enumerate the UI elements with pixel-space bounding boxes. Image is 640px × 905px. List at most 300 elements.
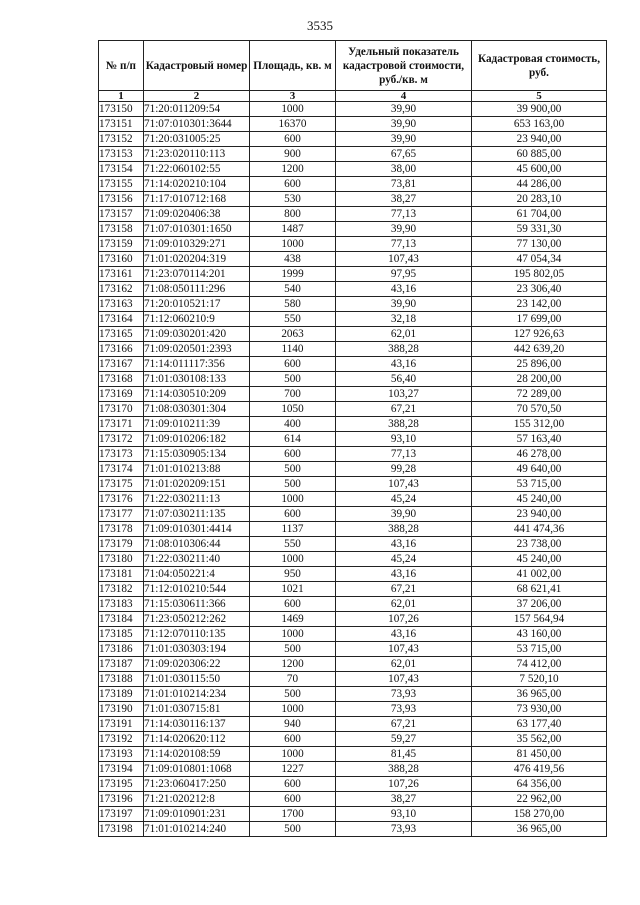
unit-value-cell: 67,65	[336, 147, 472, 162]
row-number-cell: 173182	[99, 582, 144, 597]
cadastral-value-cell: 441 474,36	[472, 522, 607, 537]
cadastral-value-cell: 43 160,00	[472, 627, 607, 642]
cadastral-number-cell: 71:17:010712:168	[144, 192, 250, 207]
unit-value-cell: 388,28	[336, 342, 472, 357]
cadastral-value-cell: 23 940,00	[472, 507, 607, 522]
unit-value-cell: 56,40	[336, 372, 472, 387]
column-number-row	[99, 91, 607, 102]
column-number: 3	[250, 91, 336, 102]
area-cell: 1021	[250, 582, 336, 597]
cadastral-number-cell: 71:22:030211:40	[144, 552, 250, 567]
unit-value-cell: 97,95	[336, 267, 472, 282]
area-cell: 1000	[250, 492, 336, 507]
cadastral-value-cell: 53 715,00	[472, 642, 607, 657]
area-cell: 1469	[250, 612, 336, 627]
row-number-cell: 173154	[99, 162, 144, 177]
cadastral-number-cell: 71:14:030510:209	[144, 387, 250, 402]
cadastral-value-cell: 23 142,00	[472, 297, 607, 312]
unit-value-cell: 67,21	[336, 402, 472, 417]
table-row	[99, 702, 607, 717]
area-cell: 600	[250, 132, 336, 147]
area-cell: 70	[250, 672, 336, 687]
unit-value-cell: 107,43	[336, 672, 472, 687]
unit-value-cell: 43,16	[336, 627, 472, 642]
cadastral-value-cell: 57 163,40	[472, 432, 607, 447]
area-cell: 1000	[250, 627, 336, 642]
table-row	[99, 297, 607, 312]
area-cell: 550	[250, 312, 336, 327]
table-row	[99, 477, 607, 492]
column-number: 4	[336, 91, 472, 102]
area-cell: 600	[250, 447, 336, 462]
cadastral-number-cell: 71:22:060102:55	[144, 162, 250, 177]
unit-value-cell: 39,90	[336, 507, 472, 522]
cadastral-value-cell: 73 930,00	[472, 702, 607, 717]
unit-value-cell: 73,93	[336, 822, 472, 837]
area-cell: 530	[250, 192, 336, 207]
area-cell: 940	[250, 717, 336, 732]
row-number-cell: 173156	[99, 192, 144, 207]
cadastral-number-cell: 71:08:030301:304	[144, 402, 250, 417]
unit-value-cell: 77,13	[336, 207, 472, 222]
table-row	[99, 132, 607, 147]
row-number-cell: 173184	[99, 612, 144, 627]
cadastral-number-cell: 71:20:010521:17	[144, 297, 250, 312]
cadastral-value-cell: 127 926,63	[472, 327, 607, 342]
area-cell: 1700	[250, 807, 336, 822]
table-row	[99, 222, 607, 237]
area-cell: 600	[250, 732, 336, 747]
header-cadastral-number: Кадастровый номер	[144, 41, 250, 91]
cadastral-number-cell: 71:09:030201:420	[144, 327, 250, 342]
unit-value-cell: 59,27	[336, 732, 472, 747]
table-row	[99, 642, 607, 657]
cadastral-value-cell: 74 412,00	[472, 657, 607, 672]
unit-value-cell: 388,28	[336, 417, 472, 432]
row-number-cell: 173197	[99, 807, 144, 822]
cadastral-value-cell: 25 896,00	[472, 357, 607, 372]
cadastral-number-cell: 71:09:020306:22	[144, 657, 250, 672]
row-number-cell: 173187	[99, 657, 144, 672]
cadastral-value-cell: 7 520,10	[472, 672, 607, 687]
row-number-cell: 173166	[99, 342, 144, 357]
unit-value-cell: 67,21	[336, 582, 472, 597]
cadastral-number-cell: 71:09:010211:39	[144, 417, 250, 432]
cadastral-value-cell: 63 177,40	[472, 717, 607, 732]
header-unit-value: Удельный показатель кадастровой стоимости, руб./кв. м	[336, 41, 472, 91]
table-row	[99, 117, 607, 132]
area-cell: 1050	[250, 402, 336, 417]
unit-value-cell: 107,43	[336, 642, 472, 657]
row-number-cell: 173159	[99, 237, 144, 252]
area-cell: 1000	[250, 237, 336, 252]
cadastral-number-cell: 71:15:030611:366	[144, 597, 250, 612]
area-cell: 1487	[250, 222, 336, 237]
cadastral-value-cell: 59 331,30	[472, 222, 607, 237]
cadastral-number-cell: 71:23:050212:262	[144, 612, 250, 627]
cadastral-number-cell: 71:01:020209:151	[144, 477, 250, 492]
unit-value-cell: 107,26	[336, 612, 472, 627]
table-row	[99, 252, 607, 267]
cadastral-value-cell: 17 699,00	[472, 312, 607, 327]
cadastral-value-cell: 81 450,00	[472, 747, 607, 762]
unit-value-cell: 67,21	[336, 717, 472, 732]
unit-value-cell: 73,93	[336, 702, 472, 717]
area-cell: 500	[250, 642, 336, 657]
table-row	[99, 777, 607, 792]
unit-value-cell: 107,43	[336, 252, 472, 267]
page-number: 3535	[307, 18, 333, 33]
cadastral-value-cell: 23 738,00	[472, 537, 607, 552]
unit-value-cell: 39,90	[336, 222, 472, 237]
area-cell: 580	[250, 297, 336, 312]
cadastral-value-cell: 158 270,00	[472, 807, 607, 822]
table-row	[99, 342, 607, 357]
cadastral-number-cell: 71:09:010801:1068	[144, 762, 250, 777]
row-number-cell: 173173	[99, 447, 144, 462]
cadastral-number-cell: 71:09:010301:4414	[144, 522, 250, 537]
table-row	[99, 312, 607, 327]
cadastral-number-cell: 71:01:030715:81	[144, 702, 250, 717]
table-row	[99, 207, 607, 222]
row-number-cell: 173185	[99, 627, 144, 642]
table-row	[99, 447, 607, 462]
cadastral-value-cell: 23 940,00	[472, 132, 607, 147]
cadastral-value-cell: 442 639,20	[472, 342, 607, 357]
unit-value-cell: 39,90	[336, 132, 472, 147]
cadastral-value-cell: 68 621,41	[472, 582, 607, 597]
unit-value-cell: 77,13	[336, 447, 472, 462]
area-cell: 438	[250, 252, 336, 267]
cadastral-value-cell: 53 715,00	[472, 477, 607, 492]
cadastral-number-cell: 71:01:030303:194	[144, 642, 250, 657]
row-number-cell: 173181	[99, 567, 144, 582]
row-number-cell: 173194	[99, 762, 144, 777]
cadastral-value-cell: 36 965,00	[472, 687, 607, 702]
cadastral-number-cell: 71:15:030905:134	[144, 447, 250, 462]
row-number-cell: 173189	[99, 687, 144, 702]
cadastral-number-cell: 71:09:010901:231	[144, 807, 250, 822]
row-number-cell: 173172	[99, 432, 144, 447]
header-row-number: № п/п	[99, 41, 144, 91]
unit-value-cell: 73,81	[336, 177, 472, 192]
row-number-cell: 173188	[99, 672, 144, 687]
cadastral-number-cell: 71:14:011117:356	[144, 357, 250, 372]
cadastral-value-cell: 46 278,00	[472, 447, 607, 462]
row-number-cell: 173174	[99, 462, 144, 477]
row-number-cell: 173175	[99, 477, 144, 492]
table-row	[99, 567, 607, 582]
row-number-cell: 173193	[99, 747, 144, 762]
table-row	[99, 582, 607, 597]
unit-value-cell: 43,16	[336, 567, 472, 582]
area-cell: 500	[250, 687, 336, 702]
cadastral-value-cell: 45 600,00	[472, 162, 607, 177]
area-cell: 600	[250, 507, 336, 522]
cadastral-value-cell: 72 289,00	[472, 387, 607, 402]
unit-value-cell: 81,45	[336, 747, 472, 762]
row-number-cell: 173167	[99, 357, 144, 372]
cadastral-number-cell: 71:09:010329:271	[144, 237, 250, 252]
unit-value-cell: 93,10	[336, 807, 472, 822]
area-cell: 1227	[250, 762, 336, 777]
unit-value-cell: 43,16	[336, 357, 472, 372]
table-row	[99, 732, 607, 747]
table-row	[99, 102, 607, 117]
cadastral-value-cell: 37 206,00	[472, 597, 607, 612]
row-number-cell: 173177	[99, 507, 144, 522]
area-cell: 600	[250, 357, 336, 372]
area-cell: 400	[250, 417, 336, 432]
cadastral-number-cell: 71:23:020110:113	[144, 147, 250, 162]
cadastral-value-cell: 23 306,40	[472, 282, 607, 297]
table-row	[99, 162, 607, 177]
cadastral-value-cell: 195 802,05	[472, 267, 607, 282]
unit-value-cell: 39,90	[336, 117, 472, 132]
area-cell: 2063	[250, 327, 336, 342]
table-row	[99, 807, 607, 822]
cadastral-value-cell: 41 002,00	[472, 567, 607, 582]
row-number-cell: 173180	[99, 552, 144, 567]
area-cell: 540	[250, 282, 336, 297]
cadastral-value-cell: 36 965,00	[472, 822, 607, 837]
unit-value-cell: 93,10	[336, 432, 472, 447]
row-number-cell: 173165	[99, 327, 144, 342]
unit-value-cell: 38,00	[336, 162, 472, 177]
row-number-cell: 173183	[99, 597, 144, 612]
cadastral-value-cell: 70 570,50	[472, 402, 607, 417]
cadastral-value-cell: 60 885,00	[472, 147, 607, 162]
table-row	[99, 672, 607, 687]
cadastral-value-cell: 653 163,00	[472, 117, 607, 132]
cadastral-number-cell: 71:09:020501:2393	[144, 342, 250, 357]
cadastral-number-cell: 71:04:050221:4	[144, 567, 250, 582]
table-row	[99, 402, 607, 417]
unit-value-cell: 38,27	[336, 792, 472, 807]
unit-value-cell: 62,01	[336, 327, 472, 342]
unit-value-cell: 39,90	[336, 297, 472, 312]
cadastral-value-table	[98, 40, 607, 837]
table-row	[99, 462, 607, 477]
cadastral-number-cell: 71:09:010206:182	[144, 432, 250, 447]
cadastral-number-cell: 71:20:011209:54	[144, 102, 250, 117]
table-row	[99, 762, 607, 777]
row-number-cell: 173151	[99, 117, 144, 132]
area-cell: 1000	[250, 552, 336, 567]
table-row	[99, 492, 607, 507]
row-number-cell: 173161	[99, 267, 144, 282]
unit-value-cell: 77,13	[336, 237, 472, 252]
row-number-cell: 173171	[99, 417, 144, 432]
table-row	[99, 687, 607, 702]
table-row	[99, 507, 607, 522]
cadastral-number-cell: 71:01:010213:88	[144, 462, 250, 477]
table-row	[99, 177, 607, 192]
unit-value-cell: 38,27	[336, 192, 472, 207]
row-number-cell: 173186	[99, 642, 144, 657]
row-number-cell: 173195	[99, 777, 144, 792]
table-row	[99, 237, 607, 252]
row-number-cell: 173178	[99, 522, 144, 537]
table-row	[99, 612, 607, 627]
area-cell: 550	[250, 537, 336, 552]
table-row	[99, 747, 607, 762]
cadastral-value-cell: 20 283,10	[472, 192, 607, 207]
unit-value-cell: 73,93	[336, 687, 472, 702]
row-number-cell: 173192	[99, 732, 144, 747]
cadastral-value-cell: 476 419,56	[472, 762, 607, 777]
unit-value-cell: 43,16	[336, 537, 472, 552]
area-cell: 1000	[250, 702, 336, 717]
table-row	[99, 372, 607, 387]
area-cell: 500	[250, 477, 336, 492]
table-row	[99, 522, 607, 537]
row-number-cell: 173170	[99, 402, 144, 417]
cadastral-value-cell: 45 240,00	[472, 492, 607, 507]
header-cadastral-value: Кадастровая стоимость, руб.	[472, 41, 607, 91]
unit-value-cell: 99,28	[336, 462, 472, 477]
cadastral-number-cell: 71:01:010214:240	[144, 822, 250, 837]
cadastral-number-cell: 71:23:070114:201	[144, 267, 250, 282]
cadastral-value-cell: 39 900,00	[472, 102, 607, 117]
row-number-cell: 173153	[99, 147, 144, 162]
column-number: 5	[472, 91, 607, 102]
row-number-cell: 173155	[99, 177, 144, 192]
cadastral-value-cell: 155 312,00	[472, 417, 607, 432]
row-number-cell: 173163	[99, 297, 144, 312]
area-cell: 1140	[250, 342, 336, 357]
cadastral-number-cell: 71:07:010301:1650	[144, 222, 250, 237]
unit-value-cell: 39,90	[336, 102, 472, 117]
unit-value-cell: 45,24	[336, 492, 472, 507]
unit-value-cell: 62,01	[336, 597, 472, 612]
cadastral-value-cell: 61 704,00	[472, 207, 607, 222]
cadastral-number-cell: 71:14:020108:59	[144, 747, 250, 762]
row-number-cell: 173164	[99, 312, 144, 327]
area-cell: 614	[250, 432, 336, 447]
table-row	[99, 792, 607, 807]
table-row	[99, 552, 607, 567]
table-body	[99, 102, 607, 837]
cadastral-value-cell: 22 962,00	[472, 792, 607, 807]
cadastral-number-cell: 71:14:030116:137	[144, 717, 250, 732]
cadastral-number-cell: 71:09:020406:38	[144, 207, 250, 222]
cadastral-value-cell: 47 054,34	[472, 252, 607, 267]
header-row	[99, 41, 607, 91]
row-number-cell: 173169	[99, 387, 144, 402]
cadastral-number-cell: 71:23:060417:250	[144, 777, 250, 792]
area-cell: 700	[250, 387, 336, 402]
table-row	[99, 192, 607, 207]
area-cell: 1200	[250, 657, 336, 672]
cadastral-number-cell: 71:01:030108:133	[144, 372, 250, 387]
cadastral-number-cell: 71:01:030115:50	[144, 672, 250, 687]
cadastral-number-cell: 71:01:020204:319	[144, 252, 250, 267]
row-number-cell: 173191	[99, 717, 144, 732]
cadastral-value-cell: 157 564,94	[472, 612, 607, 627]
table-row	[99, 147, 607, 162]
table-row	[99, 417, 607, 432]
cadastral-value-cell: 49 640,00	[472, 462, 607, 477]
unit-value-cell: 45,24	[336, 552, 472, 567]
row-number-cell: 173168	[99, 372, 144, 387]
cadastral-number-cell: 71:20:031005:25	[144, 132, 250, 147]
cadastral-number-cell: 71:01:010214:234	[144, 687, 250, 702]
area-cell: 16370	[250, 117, 336, 132]
cadastral-number-cell: 71:14:020620:112	[144, 732, 250, 747]
row-number-cell: 173198	[99, 822, 144, 837]
area-cell: 600	[250, 792, 336, 807]
row-number-cell: 173152	[99, 132, 144, 147]
cadastral-value-cell: 28 200,00	[472, 372, 607, 387]
cadastral-number-cell: 71:14:020210:104	[144, 177, 250, 192]
area-cell: 600	[250, 177, 336, 192]
table-row	[99, 537, 607, 552]
row-number-cell: 173150	[99, 102, 144, 117]
column-number: 1	[99, 91, 144, 102]
area-cell: 1137	[250, 522, 336, 537]
cadastral-number-cell: 71:07:010301:3644	[144, 117, 250, 132]
area-cell: 900	[250, 147, 336, 162]
column-number: 2	[144, 91, 250, 102]
row-number-cell: 173179	[99, 537, 144, 552]
cadastral-number-cell: 71:12:070110:135	[144, 627, 250, 642]
cadastral-number-cell: 71:12:010210:544	[144, 582, 250, 597]
unit-value-cell: 388,28	[336, 762, 472, 777]
table-row	[99, 717, 607, 732]
row-number-cell: 173160	[99, 252, 144, 267]
unit-value-cell: 43,16	[336, 282, 472, 297]
cadastral-number-cell: 71:12:060210:9	[144, 312, 250, 327]
cadastral-number-cell: 71:08:010306:44	[144, 537, 250, 552]
unit-value-cell: 388,28	[336, 522, 472, 537]
cadastral-value-cell: 45 240,00	[472, 552, 607, 567]
row-number-cell: 173157	[99, 207, 144, 222]
cadastral-number-cell: 71:08:050111:296	[144, 282, 250, 297]
unit-value-cell: 107,43	[336, 477, 472, 492]
table-row	[99, 432, 607, 447]
cadastral-number-cell: 71:07:030211:135	[144, 507, 250, 522]
unit-value-cell: 107,26	[336, 777, 472, 792]
area-cell: 1999	[250, 267, 336, 282]
area-cell: 500	[250, 822, 336, 837]
area-cell: 600	[250, 777, 336, 792]
table-row	[99, 357, 607, 372]
cadastral-value-cell: 35 562,00	[472, 732, 607, 747]
table-row	[99, 267, 607, 282]
table-row	[99, 282, 607, 297]
row-number-cell: 173176	[99, 492, 144, 507]
unit-value-cell: 103,27	[336, 387, 472, 402]
row-number-cell: 173158	[99, 222, 144, 237]
row-number-cell: 173196	[99, 792, 144, 807]
table-row	[99, 597, 607, 612]
row-number-cell: 173162	[99, 282, 144, 297]
area-cell: 500	[250, 372, 336, 387]
table-row	[99, 327, 607, 342]
area-cell: 950	[250, 567, 336, 582]
area-cell: 1200	[250, 162, 336, 177]
area-cell: 1000	[250, 747, 336, 762]
cadastral-number-cell: 71:21:020212:8	[144, 792, 250, 807]
table-row	[99, 822, 607, 837]
cadastral-value-cell: 44 286,00	[472, 177, 607, 192]
area-cell: 600	[250, 597, 336, 612]
header-area: Площадь, кв. м	[250, 41, 336, 91]
cadastral-value-cell: 77 130,00	[472, 237, 607, 252]
table-row	[99, 657, 607, 672]
unit-value-cell: 32,18	[336, 312, 472, 327]
